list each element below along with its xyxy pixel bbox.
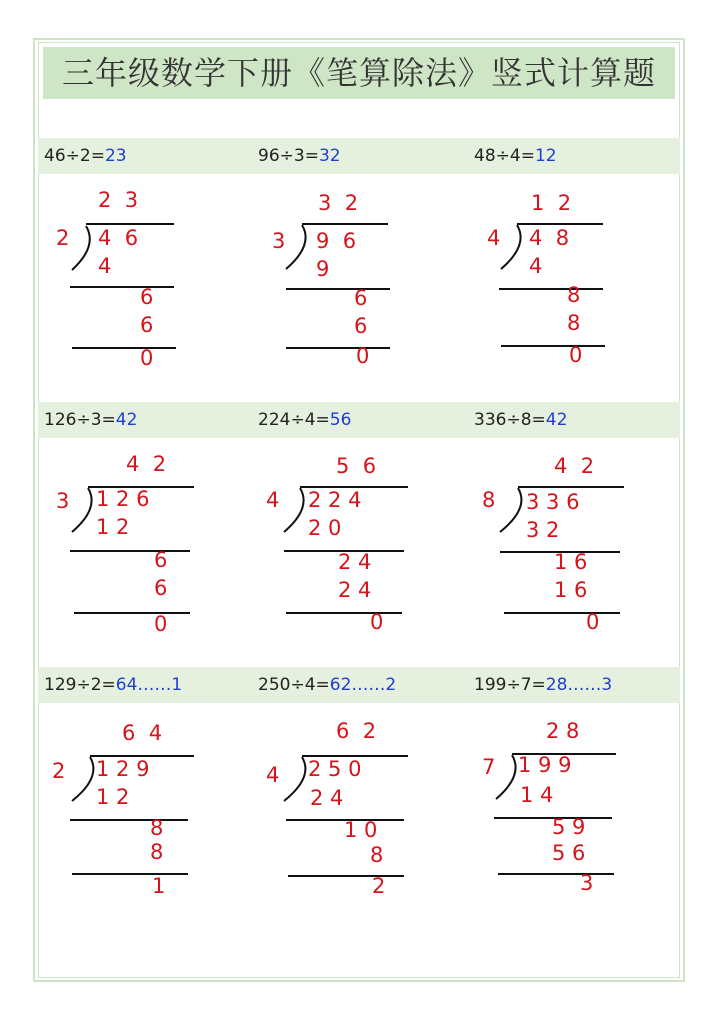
divisor: 3 xyxy=(56,489,70,513)
problem-expression: 224÷4= xyxy=(258,410,330,430)
second-product: 6 xyxy=(354,314,368,338)
bring-down-value: 5 9 xyxy=(552,815,586,839)
first-product: 2 0 xyxy=(308,516,342,540)
divisor: 3 xyxy=(272,229,286,253)
subtraction-line xyxy=(286,288,390,290)
quotient: 2 8 xyxy=(546,719,580,743)
divisor: 2 xyxy=(52,759,66,783)
remainder: 0 xyxy=(586,610,600,634)
dividend: 9 6 xyxy=(316,229,357,253)
bring-down-value: 8 xyxy=(567,283,581,307)
bring-down-value: 6 xyxy=(140,285,154,309)
first-product: 3 2 xyxy=(526,518,560,542)
problem-expression: 250÷4= xyxy=(258,675,330,695)
quotient: 1 2 xyxy=(531,191,572,215)
subtraction-line xyxy=(501,345,605,347)
long-division-work xyxy=(52,719,262,929)
divisor: 4 xyxy=(266,488,280,512)
problem-expression: 129÷2= xyxy=(44,675,116,695)
long-division-work xyxy=(487,189,697,399)
subtraction-line xyxy=(499,288,603,290)
subtraction-line xyxy=(72,347,176,349)
bring-down-value: 2 4 xyxy=(338,550,372,574)
problem-expression: 336÷8= xyxy=(474,410,546,430)
dividend: 4 8 xyxy=(529,226,570,250)
remainder: 2 xyxy=(372,874,386,898)
quotient: 3 2 xyxy=(318,191,359,215)
problem-expression: 126÷3= xyxy=(44,410,116,430)
dividend: 1 9 9 xyxy=(518,753,572,777)
remainder: 1 xyxy=(152,874,166,898)
problem-equation xyxy=(258,667,396,703)
remainder: 3 xyxy=(580,871,594,895)
divisor: 4 xyxy=(487,226,501,250)
dividend: 3 3 6 xyxy=(526,490,580,514)
second-product: 8 xyxy=(370,843,384,867)
subtraction-line xyxy=(504,612,620,614)
second-product: 6 xyxy=(140,313,154,337)
dividend: 4 6 xyxy=(98,226,139,250)
second-product: 1 6 xyxy=(554,578,588,602)
problem-answer: 28……3 xyxy=(545,675,613,695)
quotient: 6 2 xyxy=(336,719,377,743)
problem-answer: 32 xyxy=(318,146,341,166)
bring-down-value: 1 0 xyxy=(344,818,378,842)
problem-answer: 56 xyxy=(329,410,352,430)
division-bracket-icon xyxy=(272,189,482,399)
long-division-work xyxy=(266,452,476,662)
bring-down-value: 6 xyxy=(354,286,368,310)
first-product: 4 xyxy=(98,254,112,278)
problem-expression: 96÷3= xyxy=(258,146,319,166)
problem-equation xyxy=(44,138,127,174)
problem-expression: 199÷7= xyxy=(474,675,546,695)
dividend: 1 2 9 xyxy=(96,757,150,781)
second-product: 5 6 xyxy=(552,841,586,865)
quotient: 4 2 xyxy=(126,452,167,476)
problem-equation xyxy=(44,667,182,703)
remainder: 0 xyxy=(140,346,154,370)
long-division-work xyxy=(56,186,266,396)
quotient: 2 3 xyxy=(98,188,139,212)
subtraction-line xyxy=(70,286,174,288)
first-product: 1 4 xyxy=(520,783,554,807)
long-division-work xyxy=(266,719,476,929)
row-1-band xyxy=(38,138,680,174)
problem-answer: 62……2 xyxy=(329,675,397,695)
problem-answer: 23 xyxy=(104,146,127,166)
problem-answer: 12 xyxy=(534,146,557,166)
problem-equation xyxy=(474,667,612,703)
remainder: 0 xyxy=(569,343,583,367)
quotient: 6 4 xyxy=(122,721,163,745)
subtraction-line xyxy=(72,873,188,875)
long-division-work xyxy=(56,452,266,662)
first-product: 4 xyxy=(529,254,543,278)
problem-equation xyxy=(474,402,567,438)
dividend: 2 5 0 xyxy=(308,757,362,781)
second-product: 8 xyxy=(150,840,164,864)
long-division-work xyxy=(482,452,692,662)
second-product: 8 xyxy=(567,311,581,335)
problem-answer: 42 xyxy=(545,410,568,430)
quotient: 4 2 xyxy=(554,454,595,478)
bring-down-value: 8 xyxy=(150,816,164,840)
first-product: 9 xyxy=(316,257,330,281)
problem-equation xyxy=(258,402,351,438)
division-bracket-icon xyxy=(487,189,697,399)
subtraction-line xyxy=(286,347,390,349)
subtraction-line xyxy=(70,819,188,821)
first-product: 2 4 xyxy=(310,786,344,810)
quotient: 5 6 xyxy=(336,454,377,478)
problem-equation xyxy=(44,402,137,438)
problem-expression: 48÷4= xyxy=(474,146,535,166)
second-product: 2 4 xyxy=(338,578,372,602)
dividend: 1 2 6 xyxy=(96,487,150,511)
worksheet-title: 三年级数学下册《笔算除法》竖式计算题 xyxy=(43,47,675,99)
problem-equation xyxy=(474,138,557,174)
first-product: 1 2 xyxy=(96,785,130,809)
subtraction-line xyxy=(288,875,404,877)
subtraction-line xyxy=(498,873,614,875)
problem-answer: 42 xyxy=(115,410,138,430)
long-division-work xyxy=(272,189,482,399)
remainder: 0 xyxy=(370,610,384,634)
problem-answer: 64……1 xyxy=(115,675,183,695)
dividend: 2 2 4 xyxy=(308,488,362,512)
remainder: 0 xyxy=(154,612,168,636)
bring-down-value: 1 6 xyxy=(554,550,588,574)
long-division-work xyxy=(482,717,692,927)
subtraction-line xyxy=(74,612,190,614)
divisor: 4 xyxy=(266,763,280,787)
bring-down-value: 6 xyxy=(154,548,168,572)
problem-equation xyxy=(258,138,341,174)
remainder: 0 xyxy=(356,344,370,368)
first-product: 1 2 xyxy=(96,515,130,539)
problem-expression: 46÷2= xyxy=(44,146,105,166)
division-bracket-icon xyxy=(56,186,266,396)
second-product: 6 xyxy=(154,576,168,600)
subtraction-line xyxy=(70,550,190,552)
divisor: 8 xyxy=(482,488,496,512)
divisor: 2 xyxy=(56,226,70,250)
divisor: 7 xyxy=(482,755,496,779)
subtraction-line xyxy=(286,612,402,614)
division-bracket-icon xyxy=(482,717,692,927)
